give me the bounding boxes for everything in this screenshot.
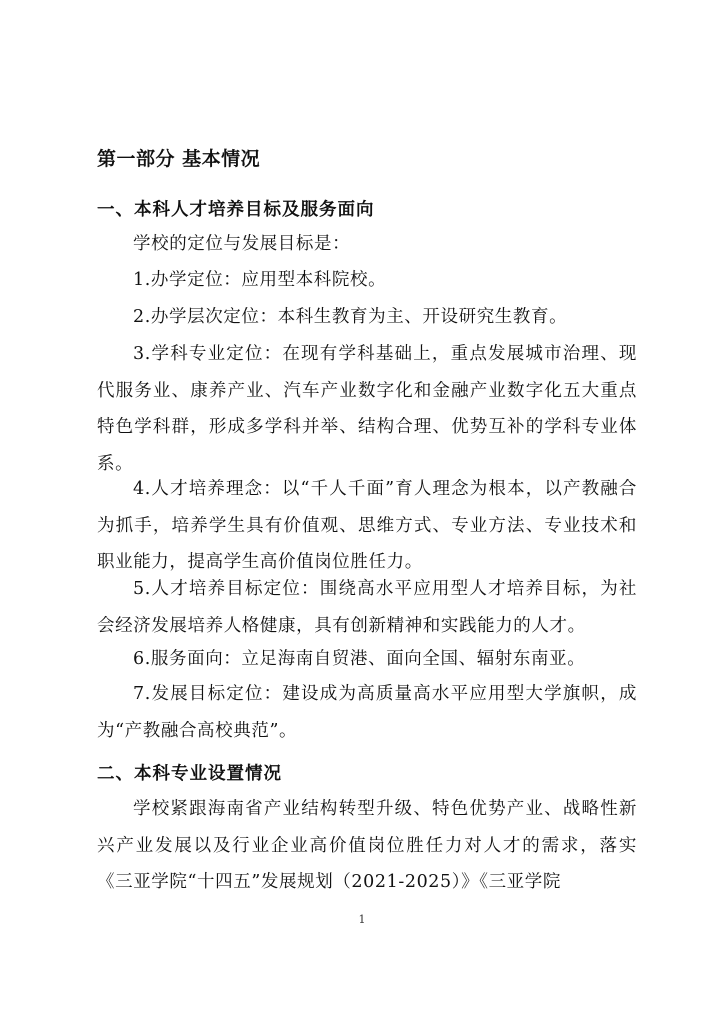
paragraph-item-6: 6.服务面向：立足海南自贸港、面向全国、辐射东南亚。 bbox=[133, 649, 586, 669]
part-title: 第一部分 基本情况 bbox=[97, 148, 261, 170]
section-heading-training-goals: 一、本科人才培养目标及服务面向 bbox=[97, 200, 375, 220]
paragraph-item-1: 1.办学定位：应用型本科院校。 bbox=[133, 270, 387, 290]
paragraph-major-settings: 学校紧跟海南省产业结构转型升级、特色优势产业、战略性新兴产业发展以及行业企业高价值岗位胜任力对人才的需求，落实《三亚学院“十四五”发展规划（2021-2025）》《三亚学院 bbox=[97, 799, 637, 892]
paragraph-item-7: 7.发展目标定位：建设成为高质量高水平应用型大学旗帜，成为“产教融合高校典范”。 bbox=[97, 684, 637, 741]
paragraph-item-2: 2.办学层次定位：本科生教育为主、开设研究生教育。 bbox=[133, 307, 568, 327]
paragraph-item-3: 3.学科专业定位：在现有学科基础上，重点发展城市治理、现代服务业、康养产业、汽车产业数字化和金融产业数字化五大重点特色学科群，形成多学科并举、结构合理、优势互补的学科专业体系。 bbox=[97, 344, 637, 474]
page-number: 1 bbox=[358, 913, 366, 926]
paragraph-intro: 学校的定位与发展目标是： bbox=[133, 234, 351, 254]
paragraph-item-5: 5.人才培养目标定位：围绕高水平应用型人才培养目标，为社会经济发展培养人格健康，具有创新精神和实践能力的人才。 bbox=[97, 579, 637, 636]
paragraph-item-4: 4.人才培养理念：以“千人千面”育人理念为根本，以产教融合为抓手，培养学生具有价值观、思维方式、专业方法、专业技术和职业能力，提高学生高价值岗位胜任力。 bbox=[97, 479, 637, 572]
section-heading-major-settings: 二、本科专业设置情况 bbox=[97, 764, 282, 784]
